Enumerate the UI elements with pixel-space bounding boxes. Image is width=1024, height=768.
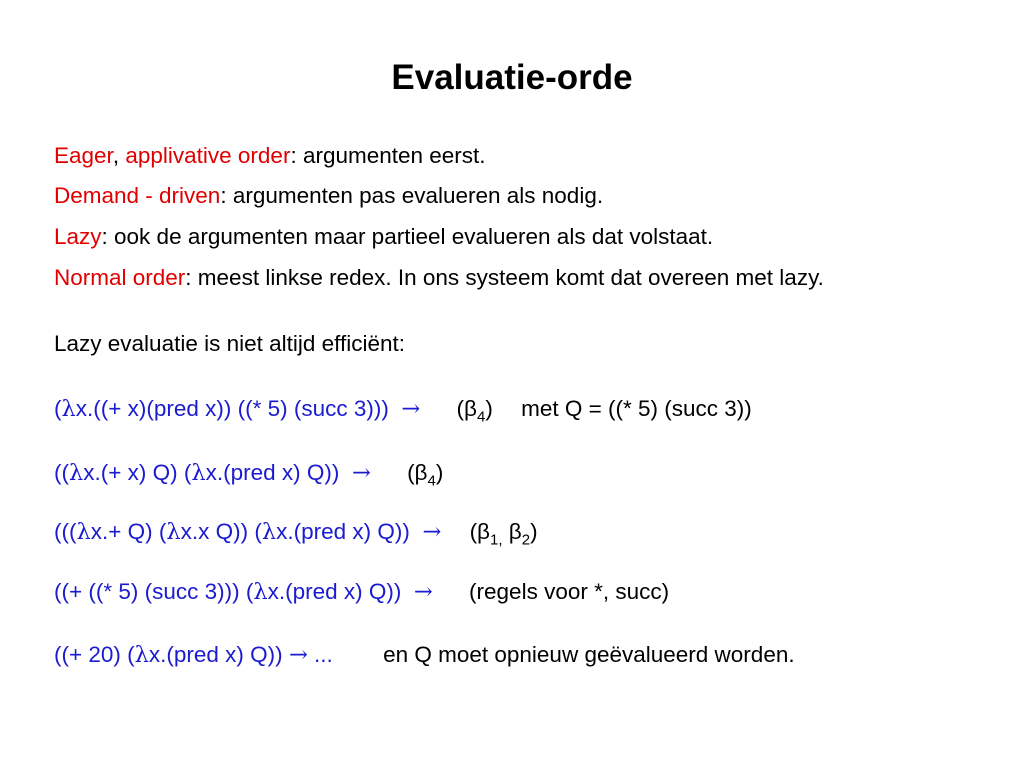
- reduction-step-3: [54, 519, 538, 549]
- lambda-symbol: λ: [166, 519, 181, 545]
- step-expression: ((λx.(+ x) Q) (λx.(pred x) Q)) →: [54, 460, 371, 486]
- term-normal-order: Normal order: [54, 265, 186, 290]
- definition-text: : argumenten pas evalueren als nodig.: [220, 183, 604, 208]
- lambda-symbol: λ: [61, 396, 76, 422]
- definition-demand-driven: [54, 183, 603, 209]
- arrow-icon: →: [288, 642, 308, 668]
- step-rule: $(\beta_4)$: [456, 396, 493, 426]
- arrow-icon: →: [351, 460, 371, 486]
- term-eager: Eager: [54, 143, 113, 168]
- definition-text: : meest linkse redex. In ons systeem komt dat overeen met lazy.: [185, 265, 824, 290]
- lambda-symbol: λ: [261, 519, 277, 545]
- term-applicative-order: applivative order: [125, 143, 291, 168]
- arrow-icon: →: [413, 579, 433, 605]
- lambda-symbol: λ: [69, 460, 84, 486]
- definition-text: : argumenten eerst.: [290, 143, 486, 168]
- definition-eager: [54, 143, 486, 169]
- arrow-icon: →: [401, 396, 421, 422]
- step-rule: ($\beta_{1,}$ $\beta_2$): [469, 519, 538, 549]
- lambda-symbol: λ: [253, 579, 268, 605]
- reduction-step-1: [54, 396, 752, 426]
- lambda-symbol: λ: [134, 642, 149, 668]
- step-expression: (((λx.+ Q) (λx.x Q)) (λx.(pred x) Q)) →: [54, 519, 442, 545]
- lambda-symbol: λ: [191, 460, 206, 486]
- step-expression: ((+ 20) (λx.(pred x) Q)) → ...: [54, 642, 333, 668]
- step-expression: ((+ ((* 5) (succ 3))) (λx.(pred x) Q)) →: [54, 579, 433, 605]
- slide-title: Evaluatie-orde: [391, 58, 633, 97]
- reduction-step-5: [54, 642, 795, 668]
- definition-text: : ook de argumenten maar partieel evalueren als dat volstaat.: [101, 224, 714, 249]
- separator: ,: [112, 143, 120, 168]
- step-note: (regels voor *, succ): [469, 579, 670, 604]
- definition-normal-order: [54, 266, 984, 290]
- reduction-step-2: [54, 460, 444, 490]
- definition-lazy: [54, 224, 713, 250]
- arrow-icon: →: [422, 519, 442, 545]
- step-note: met Q = ((* 5) (succ 3)): [521, 396, 752, 421]
- lambda-symbol: λ: [76, 519, 91, 545]
- term-demand-driven: Demand - driven: [54, 183, 221, 208]
- reduction-step-4: [54, 579, 669, 605]
- step-note: en Q moet opnieuw geëvalueerd worden.: [383, 642, 795, 667]
- step-expression: (λx.((+ x)(pred x)) ((* 5) (succ 3))) →: [54, 396, 421, 422]
- step-rule: $(\beta_4)$: [407, 460, 444, 490]
- term-lazy: Lazy: [54, 224, 102, 249]
- intro-text: Lazy evaluatie is niet altijd efficiënt:: [54, 331, 406, 356]
